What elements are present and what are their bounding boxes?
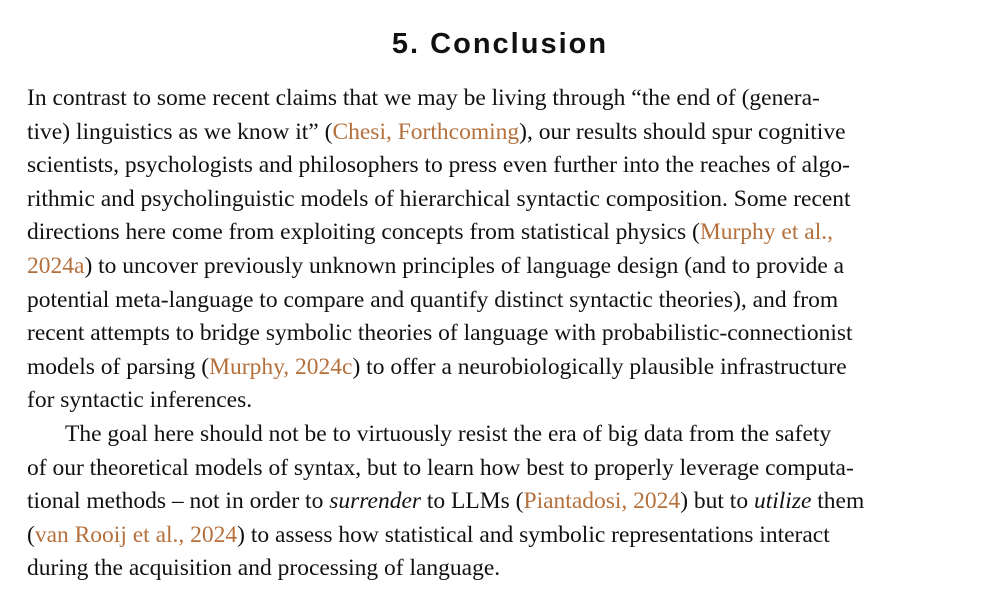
text-run: tive) linguistics as we know it” ( [27,118,333,145]
text-line: scientists, psychologists and philosophers to press even further into the reaches of algo- [27,152,850,179]
text-run: them [811,488,865,515]
text-line [27,485,977,519]
emphasis-text: surrender [329,488,422,515]
section-number: 5. [391,28,421,60]
citation-link[interactable]: Chesi, Forthcoming [332,118,520,145]
text-line: The goal here should not be to virtuously resist the era of big data from the safety [65,420,832,447]
text-line [27,519,977,553]
text-line: of our theoretical models of syntax, but to learn how best to properly leverage computa- [27,454,854,481]
citation-link[interactable]: van Rooij et al., 2024 [34,521,238,548]
text-run: ) to offer a neurobiologically plausible infrastructure [352,353,847,380]
emphasis-text: utilize [753,488,812,515]
text-run: tional methods – not in order to [27,488,330,515]
text-run: ) to uncover previously unknown principles of language design (and to provide a [84,252,845,279]
text-run: models of parsing ( [27,353,210,380]
paragraph-2 [27,418,977,586]
citation-link[interactable]: Murphy et al., [699,219,833,246]
text-line [27,351,977,385]
text-run: ) to assess how statistical and symbolic representations interact [237,521,830,548]
text-line: In contrast to some recent claims that we may be living through “the end of (genera- [27,85,820,111]
text-run: ( [27,521,35,548]
paragraph-1 [27,82,977,418]
text-line: during the acquisition and processing of language. [27,555,501,582]
text-line: potential meta-language to compare and quantify distinct syntactic theories), and from [27,286,839,313]
section-heading [0,22,1000,66]
text-line [27,250,977,284]
section-title: Conclusion [430,28,609,60]
text-run: ) but to [680,488,754,515]
text-line: for syntactic inferences. [27,387,253,414]
citation-link[interactable]: Murphy, 2024c [209,353,353,380]
text-run: ), our results should spur cognitive [519,118,846,145]
text-line: recent attempts to bridge symbolic theories of language with probabilistic-connectionist [27,320,853,347]
text-run: directions here come from exploiting concepts from statistical physics ( [27,219,700,246]
citation-link[interactable]: Piantadosi, 2024 [523,488,681,515]
text-run: to LLMs ( [421,488,524,515]
citation-link[interactable]: 2024a [27,252,85,279]
section-body [27,82,977,586]
text-line [27,216,977,250]
text-line [27,116,977,150]
text-line: rithmic and psycholinguistic models of hierarchical syntactic composition. Some recent [27,185,851,212]
